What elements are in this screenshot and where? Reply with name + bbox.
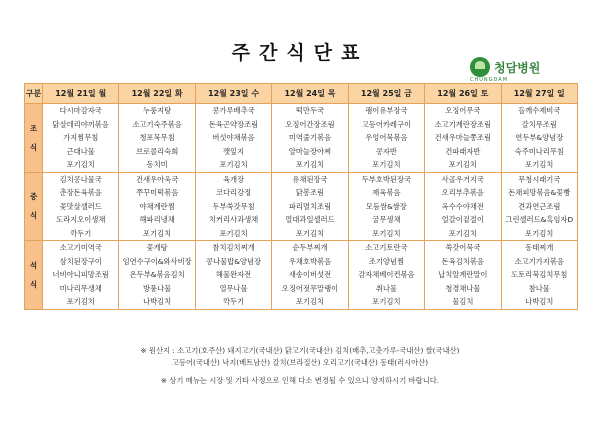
menu-item: 돈채피망볶음&꽃빵 (508, 188, 571, 197)
origin-note-continued: 고등어(국내산) 낙지(베트남산) 갈치(브라질산) 오리고기(국내산) 동태(러시아산) (171, 358, 429, 367)
weekly-menu-table (24, 83, 578, 310)
menu-item: 누룽지탕 (143, 106, 172, 115)
menu-item: 소고기숙주볶음 (132, 119, 182, 129)
menu-item: 미나리무생채 (59, 283, 102, 293)
menu-item: 가지찜무침 (63, 133, 99, 142)
header-row (25, 84, 578, 104)
menu-item: 포기김치 (295, 228, 325, 238)
menu-item: 콩자반 (375, 146, 397, 156)
hospital-logo (470, 57, 540, 77)
menu-item: 건새우마늘쫑조림 (434, 133, 492, 142)
menu-item: 옥수수야채전 (441, 201, 484, 211)
menu-item: 콩가루배추국 (212, 106, 255, 115)
menu-item: 쑥갓어묵국 (445, 243, 481, 252)
menu-item: 굴무생채 (372, 215, 401, 224)
menu-item: 포기김치 (372, 297, 401, 306)
menu-item: 숙주미나리무침 (514, 146, 564, 156)
meal-label-char: 식 (29, 279, 38, 289)
menu-item: 순두부찌개 (292, 243, 328, 252)
menu-item: 견과연근조림 (518, 201, 561, 211)
menu-item: 팽이유부장국 (365, 106, 408, 115)
menu-item: 나박김치 (525, 297, 554, 306)
menu-item: 사골우거지국 (441, 174, 484, 184)
menu-cell (119, 104, 195, 173)
menu-cell (501, 172, 577, 241)
menu-item: 쭈꾸미떡볶음 (135, 188, 179, 197)
header-day: 12월 23일 수 (195, 84, 271, 104)
menu-item: 파리멸치조림 (288, 201, 332, 211)
menu-item: 김치콩나물국 (59, 174, 102, 184)
menu-item: 두부쑥갓무침 (212, 201, 255, 211)
meal-row (25, 172, 578, 241)
menu-item: 해파리냉채 (139, 215, 175, 224)
menu-item: 건새우아욱국 (135, 174, 179, 184)
menu-item: 포기김치 (295, 297, 325, 306)
menu-cell (348, 241, 424, 310)
menu-item: 포기김치 (143, 228, 172, 238)
menu-item: 육개장 (222, 174, 245, 184)
meal-row (25, 241, 578, 310)
menu-item: 새송이버섯전 (288, 270, 332, 279)
menu-cell (43, 172, 119, 241)
menu-item: 깻잎지 (222, 146, 245, 156)
menu-item: 갈치무조림 (521, 119, 557, 129)
menu-item: 청경채나물 (445, 283, 481, 293)
menu-item: 납치알계란말이 (438, 270, 488, 279)
menu-cell (272, 241, 348, 310)
menu-item: 들깨수제비국 (518, 106, 561, 115)
menu-cell (195, 172, 271, 241)
menu-cell (348, 172, 424, 241)
menu-item: 소고기가지볶음 (514, 256, 564, 266)
menu-item: 코다리강정 (215, 188, 252, 197)
menu-item: 도토리묵김치무침 (511, 270, 568, 279)
menu-cell (272, 104, 348, 173)
menu-item: 방풍나물 (143, 283, 172, 293)
menu-item: 삼치된장구이 (59, 256, 102, 266)
hospital-name: 청담병원 (494, 60, 541, 75)
menu-item: 돈육김치볶음 (441, 256, 484, 266)
menu-item: 근대나물 (66, 146, 95, 156)
menu-item: 치커리사과생채 (208, 215, 259, 224)
menu-cell (348, 104, 424, 173)
menu-item: 열대과일샐러드 (285, 215, 335, 224)
meal-row (25, 104, 578, 173)
menu-item: 연두부&양념장 (515, 133, 564, 142)
meal-label (25, 172, 43, 241)
page-title: 주간식단표 (231, 42, 369, 64)
meal-label (25, 241, 43, 310)
menu-item: 모듬쌈&쌈장 (365, 201, 407, 211)
menu-item: 임연수구이&와사비장 (122, 256, 192, 266)
menu-item: 참나물 (528, 283, 550, 293)
menu-item: 알마늘장아찌 (288, 146, 332, 156)
menu-item: 브로콜리숙회 (135, 146, 179, 156)
menu-item: 포기김치 (525, 160, 554, 169)
menu-item: 포기김치 (372, 228, 401, 238)
menu-cell (425, 241, 501, 310)
menu-item: 꽃게탕 (146, 243, 168, 252)
menu-item: 유채된장국 (292, 174, 328, 184)
meal-label-char: 석 (29, 260, 38, 270)
menu-item: 조기양념찜 (368, 256, 405, 266)
notes (0, 345, 600, 387)
menu-item: 물김치 (452, 297, 474, 306)
menu-cell (501, 241, 577, 310)
header-day: 12월 21일 월 (43, 84, 119, 104)
menu-item: 닭살데리야끼볶음 (52, 119, 109, 129)
menu-item: 동태찌개 (525, 243, 554, 252)
menu-item: 깍두기 (70, 228, 92, 238)
menu-item: 포기김치 (372, 160, 401, 169)
menu-item: 해물완자전 (215, 270, 252, 279)
menu-cell (501, 104, 577, 173)
menu-item: 다시마감자국 (59, 106, 102, 115)
menu-item: 열무나물 (219, 283, 248, 293)
menu-item: 오징어무국 (445, 106, 481, 115)
menu-cell (43, 104, 119, 173)
menu-item: 포기김치 (448, 228, 477, 238)
menu-item: 미역줄기볶음 (288, 133, 332, 142)
menu-item: 제육볶음 (372, 188, 401, 197)
menu-item: 소고기미역국 (59, 243, 102, 252)
menu-item: 포기김치 (525, 228, 554, 238)
menu-cell (425, 172, 501, 241)
menu-item: 콩나물밥&양념장 (206, 256, 262, 266)
menu-item: 오징어젓무말랭이 (281, 283, 339, 293)
menu-cell (119, 241, 195, 310)
menu-cell (195, 104, 271, 173)
menu-item: 청포묵무침 (139, 133, 175, 142)
meal-label-char: 식 (29, 211, 38, 221)
header-day: 12월 22일 화 (119, 84, 195, 104)
header-day: 12월 27일 일 (501, 84, 577, 104)
menu-item: 건파래자반 (445, 146, 481, 156)
menu-item: 우엉어묵볶음 (365, 133, 408, 142)
menu-item: 야채계란찜 (139, 201, 175, 211)
hospital-name-en: CHUNGDAM (470, 77, 509, 83)
menu-item: 나박김치 (143, 297, 172, 306)
menu-item: 얼갈이겉절이 (441, 215, 484, 224)
menu-item: 그린샐러드&흑임자D (505, 215, 574, 224)
menu-item: 춘장돈육볶음 (59, 188, 102, 197)
menu-cell (195, 241, 271, 310)
change-notice: ※ 상기 메뉴는 시장 및 기타 사정으로 인해 다소 변경될 수 있으니 양지하시기 바랍니다. (160, 376, 440, 385)
menu-item: 너비아니피망조림 (52, 270, 109, 279)
menu-item: 깍두기 (222, 297, 245, 306)
meal-label-char: 중 (29, 192, 38, 202)
header-day: 12월 24일 목 (272, 84, 348, 104)
menu-cell (119, 172, 195, 241)
menu-item: 무청시래기국 (518, 174, 561, 184)
menu-item: 포기김치 (448, 160, 477, 169)
leaf-logo-icon (470, 57, 490, 77)
meal-label (25, 104, 43, 173)
menu-item: 닭봉조림 (295, 188, 325, 197)
menu-item: 소고기계란장조림 (434, 119, 492, 129)
menu-item: 고등어카레구이 (361, 119, 412, 129)
menu-item: 오리부추볶음 (441, 188, 484, 197)
menu-item: 취나물 (375, 283, 397, 293)
menu-item: 온두부&볶음김치 (129, 270, 185, 279)
menu-item: 포기김치 (219, 228, 248, 238)
menu-item: 두부호박된장국 (361, 174, 412, 184)
menu-item: 버섯야채볶음 (212, 133, 255, 142)
menu-item: 오징어간장조림 (285, 119, 335, 129)
meal-label-char: 조 (29, 123, 38, 133)
origin-note: ※ 원산지 : 소고기(호주산) 돼지고기(국내산) 닭고기(국내산) 김치(배추,고춧가루-국내산) 쌀(국내산) (140, 346, 460, 355)
menu-item: 돈육곤약장조림 (208, 119, 259, 129)
menu-cell (425, 104, 501, 173)
menu-item: 떡만두국 (295, 106, 325, 115)
meal-label-char: 식 (29, 142, 38, 152)
header-category: 구분 (25, 84, 43, 104)
menu-item: 포기김치 (295, 160, 325, 169)
menu-item: 소고기토란국 (365, 243, 408, 252)
menu-item: 포기김치 (66, 160, 95, 169)
menu-item: 우채호박볶음 (288, 256, 332, 266)
header-day: 12월 26일 토 (425, 84, 501, 104)
menu-item: 참치김치찌개 (212, 243, 255, 252)
menu-item: 포기김치 (219, 160, 248, 169)
menu-cell (43, 241, 119, 310)
menu-item: 감자채베이컨볶음 (358, 270, 415, 279)
menu-cell (272, 172, 348, 241)
menu-item: 꽃맛살샐러드 (59, 201, 102, 211)
menu-item: 도라지오이생채 (56, 215, 106, 224)
header-day: 12월 25일 금 (348, 84, 424, 104)
menu-item: 동치미 (146, 160, 168, 169)
menu-item: 포기김치 (66, 297, 95, 306)
